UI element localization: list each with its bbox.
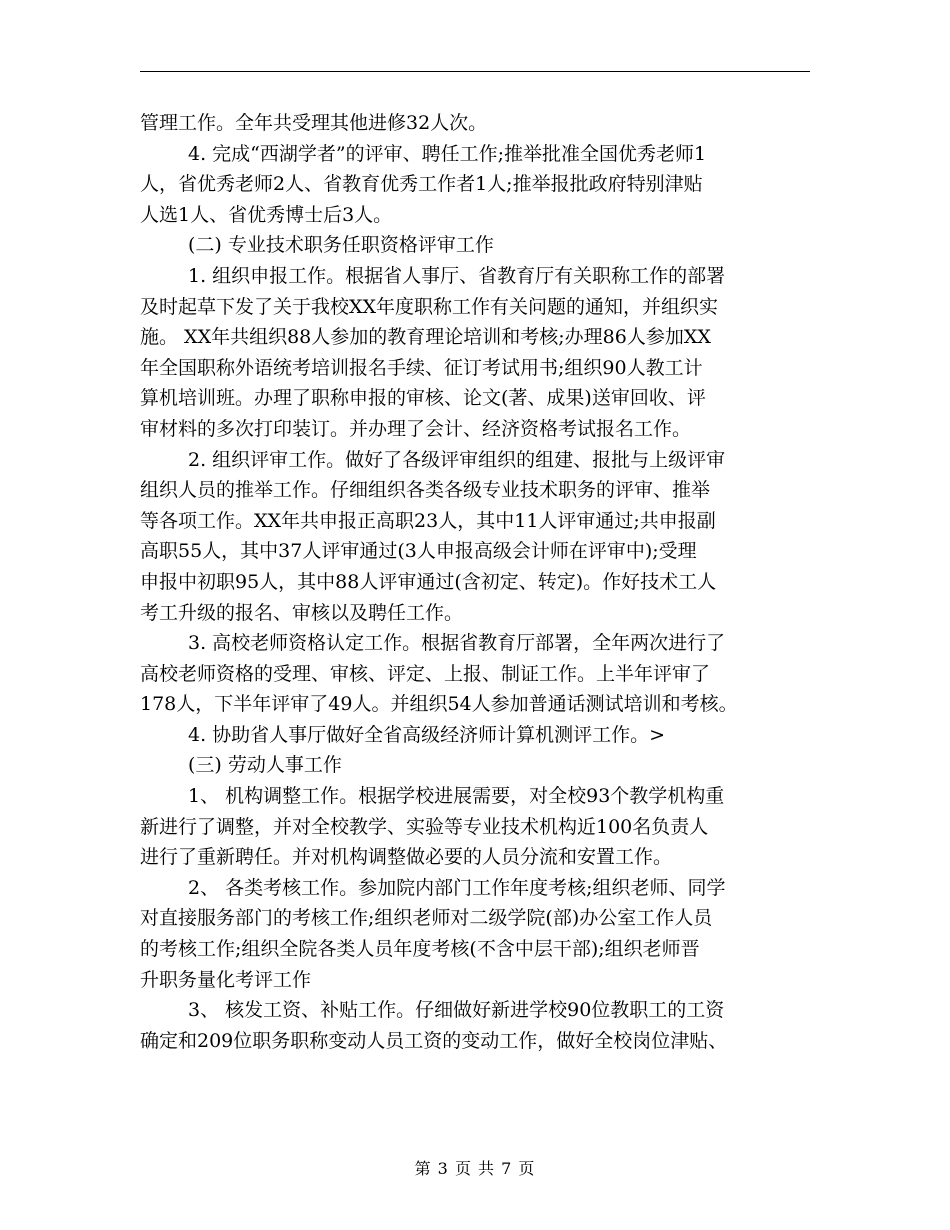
text-line: 升职务量化考评工作 <box>140 968 312 991</box>
text-line: 确定和209位职务职称变动人员工资的变动工作，做好全校岗位津贴、 <box>140 1029 728 1052</box>
text-line: 的考核工作;组织全院各类人员年度考核(不含中层干部);组织老师晋 <box>140 938 700 961</box>
text-line: (二) 专业技术职务任职资格评审工作 <box>188 234 494 257</box>
text-line: 人，省优秀老师2人、省教育优秀工作者1人;推举报批政府特别津贴 <box>140 173 703 196</box>
text-line: 1. 组织申报工作。根据省人事厅、省教育厅有关职称工作的部署 <box>188 264 726 287</box>
text-line: 2、 各类考核工作。参加院内部门工作年度考核;组织老师、同学 <box>188 876 726 899</box>
text-line: 对直接服务部门的考核工作;组织老师对二级学院(部)办公室工作人员 <box>140 907 713 930</box>
text-line: 3、 核发工资、补贴工作。仔细做好新进学校90位教职工的工资 <box>188 999 725 1022</box>
text-line: 组织人员的推举工作。仔细组织各类各级专业技术职务的评审、推举 <box>140 479 711 502</box>
text-line: 4. 协助省人事厅做好全省高级经济师计算机测评工作。> <box>188 723 666 746</box>
text-line: 人选1人、省优秀博士后3人。 <box>140 203 393 226</box>
text-line: 2. 组织评审工作。做好了各级评审组织的组建、报批与上级评审 <box>188 448 726 471</box>
text-line: 1、 机构调整工作。根据学校进展需要，对全校93个教学机构重 <box>188 785 725 808</box>
text-line: (三) 劳动人事工作 <box>188 754 342 777</box>
text-line: 年全国职称外语统考培训报名手续、征订考试用书;组织90人教工计 <box>140 356 703 379</box>
text-line: 考工升级的报名、审核以及聘任工作。 <box>140 601 464 624</box>
text-line: 高校老师资格的受理、审核、评定、上报、制证工作。上半年评审了 <box>140 662 711 685</box>
text-line: 等各项工作。XX年共申报正高职23人，其中11人评审通过;共申报副 <box>140 509 716 532</box>
page-footer: 第 3 页 共 7 页 <box>414 1159 536 1178</box>
text-line: 施。 XX年共组织88人参加的教育理论培训和考核;办理86人参加XX <box>140 326 711 349</box>
text-line: 3. 高校老师资格认定工作。根据省教育厅部署，全年两次进行了 <box>188 632 726 655</box>
text-line: 管理工作。全年共受理其他进修32人次。 <box>140 112 488 134</box>
text-line: 178人，下半年评审了49人。并组织54人参加普通话测试培训和考核。 <box>140 693 738 716</box>
text-line: 申报中初职95人，其中88人评审通过(含初定、转定)。作好技术工人 <box>140 570 717 593</box>
text-line: 审材料的多次打印装订。并办理了会计、经济资格考试报名工作。 <box>140 417 692 440</box>
text-line: 算机培训班。办理了职称申报的审核、论文(著、成果)送审回收、评 <box>140 387 706 410</box>
text-line: 进行了重新聘任。并对机构调整做必要的人员分流和安置工作。 <box>140 846 673 869</box>
text-line: 4. 完成“西湖学者”的评审、聘任工作;推举批准全国优秀老师1 <box>188 142 707 165</box>
header-rule <box>140 71 810 72</box>
body-text <box>140 108 810 1056</box>
text-line: 及时起草下发了关于我校XX年度职称工作有关问题的通知，并组织实 <box>140 295 719 318</box>
text-line: 新进行了调整，并对全校教学、实验等专业技术机构近100名负责人 <box>140 815 709 838</box>
text-line: 高职55人，其中37人评审通过(3人申报高级会计师在评审中);受理 <box>140 540 697 563</box>
